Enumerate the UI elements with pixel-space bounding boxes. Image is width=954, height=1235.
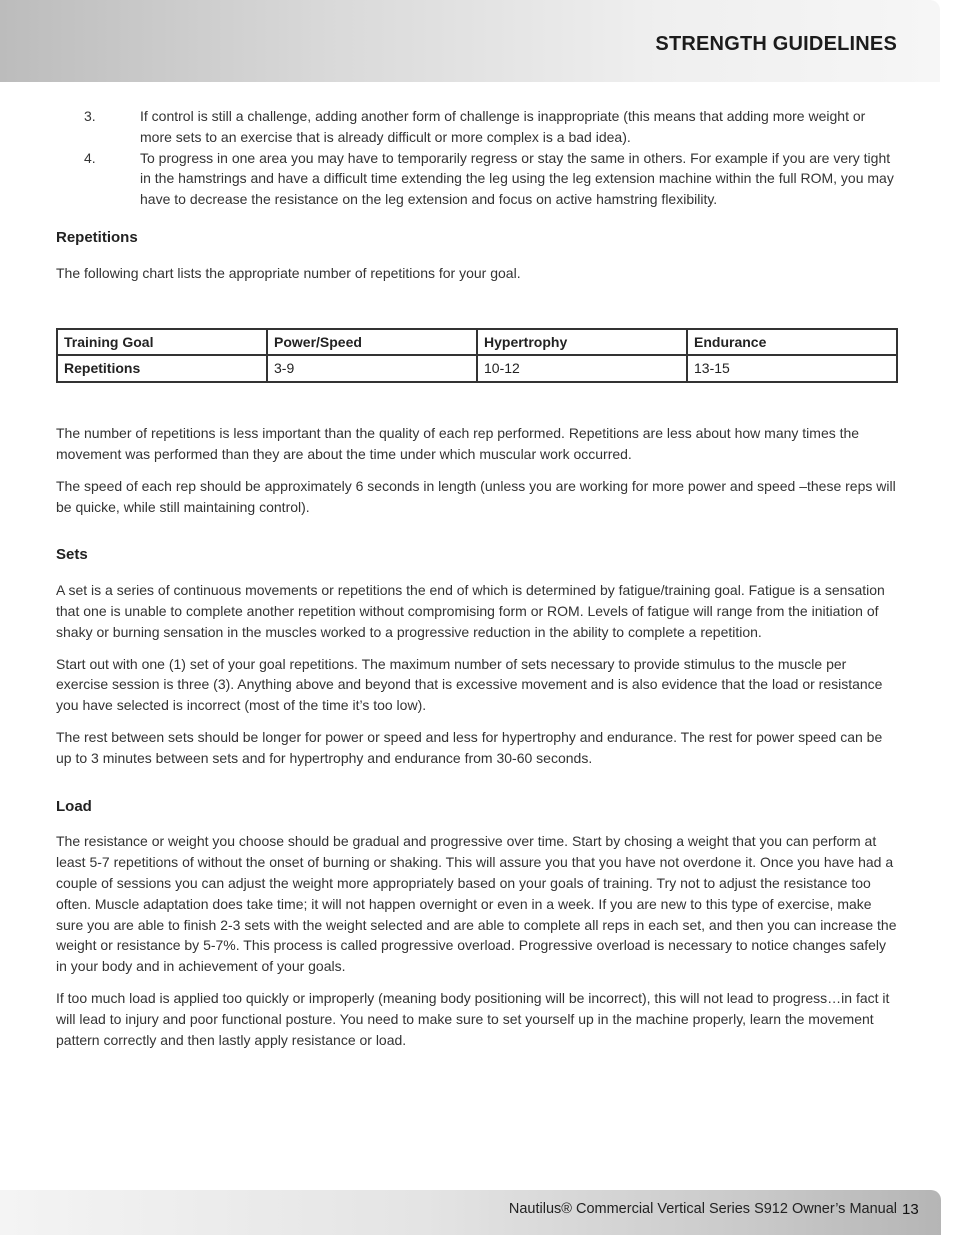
table-header-row	[57, 329, 897, 356]
repetitions-heading: Repetitions	[56, 228, 138, 246]
repetitions-table	[56, 328, 898, 384]
table-header-cell: Hypertrophy	[477, 329, 687, 356]
load-paragraph: The resistance or weight you choose should be gradual and progressive over time. Start by chosing a weight that you can perform at least 5-7 repetitions of without the onset of burning or shaking. This will assure you that you have not overdone it. Once you have had a couple of sessions you can adjust the weight more appropriately based on your goals of training. Try not to adjust the resistance too often. Muscle adaptation does take time; it will not happen overnight or even in a week. If you are new to this type of exercise, make sure you are able to finish 2-3 sets with the weight selected and are able to complete all reps in each set, and then you can increase the weight or resistance by 5-7%. This process is called progressive overload. Progressive overload is necessary to notice changes safely in your body and in achievement of your goals.	[56, 833, 897, 975]
page-content	[56, 106, 898, 1061]
list-text: To progress in one area you may have to temporarily regress or stay the same in others. For example if you are very tight in the hamstrings and have a difficult time extending the leg using the leg extension machine within the full ROM, you may have to decrease the resistance on the leg extension and focus on active hamstring flexibility.	[140, 149, 894, 208]
page-title: STRENGTH GUIDELINES	[655, 33, 897, 55]
repetitions-paragraph: The number of repetitions is less important than the quality of each rep performed. Repetitions are less about how many times the movement was performed than they are about the time under which muscular work occurred.	[56, 425, 860, 462]
list-number: 3.	[84, 108, 96, 124]
footer-manual-title: Nautilus® Commercial Vertical Series S912 Owner’s Manual	[508, 1201, 897, 1217]
table-header-cell: Power/Speed	[267, 329, 477, 356]
load-paragraph: If too much load is applied too quickly or improperly (meaning body positioning will be incorrect), this will not lead to progress…in fact it will lead to injury and poor functional posture. You need to make sure to set yourself up in the machine properly, learn the movement pattern correctly and then lastly apply resistance or load.	[56, 989, 890, 1048]
table-cell: 10-12	[477, 355, 687, 382]
table-cell: 13-15	[687, 355, 897, 382]
table-cell: 3-9	[267, 355, 477, 382]
table-row	[57, 355, 897, 382]
load-heading: Load	[56, 797, 92, 815]
repetitions-intro: The following chart lists the appropriate number of repetitions for your goal.	[56, 264, 521, 281]
sets-paragraph: Start out with one (1) set of your goal repetitions. The maximum number of sets necessary to provide stimulus to the muscle per exercise session is three (3). Anything above and beyond that is excessive movement and is also evidence that the load or resistance you have selected is incorrect (most of the time it’s too low).	[56, 655, 883, 714]
sets-paragraph: The rest between sets should be longer for power or speed and less for hypertrophy and endurance. The rest for power speed can be up to 3 minutes between sets and for hypertrophy and endurance from 30-60 seconds.	[56, 728, 883, 766]
page-number: 13	[902, 1201, 919, 1218]
list-number: 4.	[84, 149, 96, 166]
list-item	[56, 106, 898, 148]
table-cell: Repetitions	[57, 355, 267, 382]
table-header-cell: Training Goal	[57, 329, 267, 356]
sets-paragraph: A set is a series of continuous movements or repetitions the end of which is determined by fatigue/training goal. Fatigue is a sensation that one is unable to complete another repetition without compromising form or ROM. Levels of fatigue will range from the initiation of shaky or burning sensation in the muscles worked to a progressive reduction in the ability to complete a repetition.	[56, 582, 885, 640]
sets-heading: Sets	[56, 546, 88, 564]
list-text: If control is still a challenge, adding another form of challenge is inappropriate (this means that adding more weight or more sets to an exercise that is already difficult or more complex is a bad idea).	[140, 108, 866, 145]
list-item	[56, 148, 898, 210]
repetitions-paragraph: The speed of each rep should be approximately 6 seconds in length (unless you are working for more power and speed –these reps will be quicke, while still maintaining control).	[56, 477, 896, 515]
table-header-cell: Endurance	[687, 329, 897, 356]
